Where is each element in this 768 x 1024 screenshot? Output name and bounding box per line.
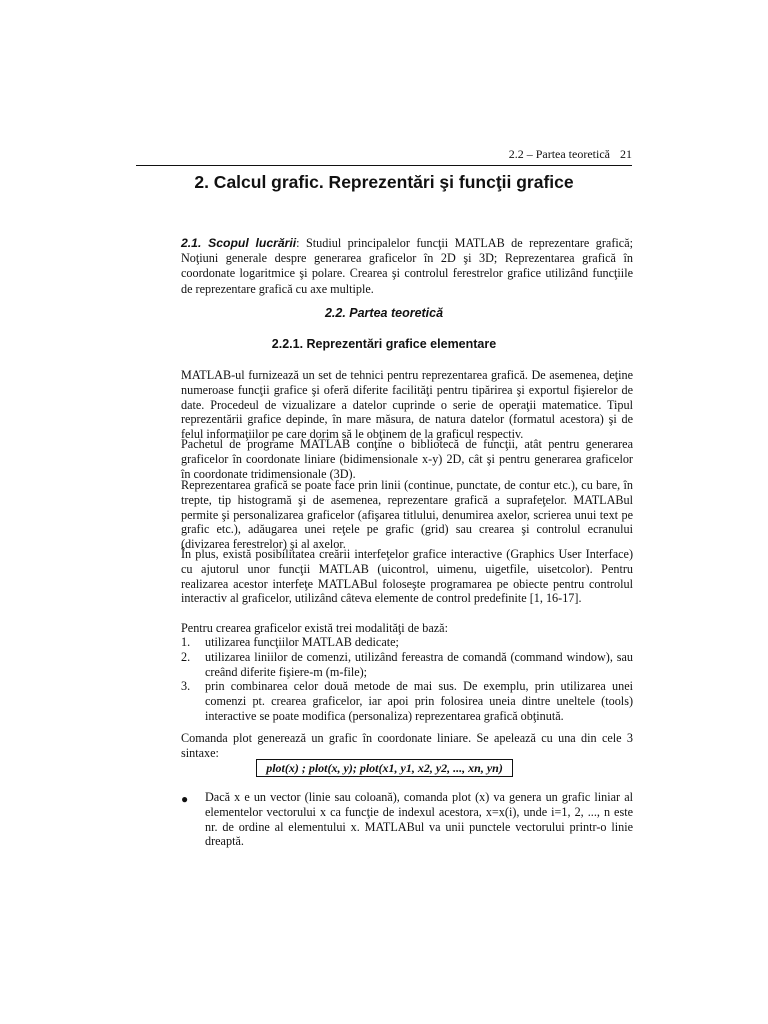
- bullet-icon: ●: [181, 792, 189, 806]
- intro-label: 2.1. Scopul lucrării: [181, 236, 297, 250]
- running-header: [136, 147, 632, 162]
- section-heading-2-2: 2.2. Partea teoretică: [324, 306, 444, 320]
- paragraph-3: Reprezentarea grafică se poate face prin linii (continue, punctate, de contur etc.), cu bare, în trepte, tip histogramă şi de asemenea, reprezentare grafică a suprafeţelor. MATLABul permite şi personalizarea graficelor (afişarea titlului, denumirea axelor, scrierea unui text pe grafic etc.), adăugarea unei reţele pe grafic (grid) sau crearea şi controlul ecranului (divizarea ferestrelor) şi al axelor.: [181, 478, 633, 552]
- list-text: prin combinarea celor două metode de mai sus. De exemplu, prin utilizarea unei comenzi pt. crearea graficelor, iar apoi prin folosirea uneia dintre uneltele (tools) interactive se poate modifica (personaliza) reprezentarea grafică obţinută.: [205, 679, 633, 723]
- list-number: 2.: [181, 650, 191, 664]
- chapter-title: 2. Calcul grafic. Reprezentări şi funcţii grafice: [194, 172, 574, 192]
- paragraph-1: MATLAB-ul furnizează un set de tehnici pentru reprezentarea grafică. De asemenea, deţine numeroase funcţii grafice şi oferă diferite facilităţi pentru tipărirea şi exportul fişierelor de date. Procedeul de vizualizare a datelor cuprinde o serie de operaţii matematice. Tipul reprezentării grafice depinde, în mare măsura, de natura datelor (formatul acestora) şi de felul informaţiilor pe care dorim să le obţinem de la graficul respectiv.: [181, 368, 633, 442]
- header-section: 2.2 – Partea teoretică: [508, 147, 610, 161]
- section-heading-2-2-1: 2.2.1. Reprezentări grafice elementare: [271, 337, 497, 351]
- list-item: [181, 650, 633, 680]
- list-number: 3.: [181, 679, 191, 693]
- page-number: 21: [620, 147, 632, 161]
- list-item: [181, 679, 633, 723]
- list-text: utilizarea liniilor de comenzi, utilizând fereastra de comandă (command window), sau creând diferite fişiere-m (m-file);: [205, 650, 633, 679]
- methods-intro: Pentru crearea graficelor există trei modalităţi de bază:: [181, 621, 448, 635]
- plot-intro: Comanda plot generează un grafic în coordonate liniare. Se apelează cu una din cele 3 sintaxe:: [181, 731, 633, 760]
- syntax-box: plot(x) ; plot(x, y); plot(x1, y1, x2, y2, ..., xn, yn): [256, 759, 513, 777]
- list-text: utilizarea funcţiilor MATLAB dedicate;: [205, 635, 399, 649]
- list-item: [181, 635, 633, 650]
- bullet-text: Dacă x e un vector (linie sau coloană), comanda plot (x) va genera un grafic liniar al elementelor vectorului x ca funcţie de indexul acestora, x=x(i), unde i=1, 2, ..., n este nr. de ordine al elementului x. MATLABul va unii punctele vectorului printr-o linie dreaptă.: [205, 790, 633, 849]
- paragraph-2: Pachetul de programe MATLAB conţine o bibliotecă de funcţii, atât pentru generarea graficelor în coordonate liniare (bidimensionale x-y) 2D, cât şi pentru generarea graficelor în coordonate tridimensionale (3D).: [181, 437, 633, 481]
- list-number: 1.: [181, 635, 191, 649]
- intro-text: : Studiul principalelor funcţii MATLAB de reprezentare grafică; Noţiuni generale despre generarea graficelor în 2D şi 3D; Reprezentarea grafică în coordonate logaritmice şi polare. Crearea şi controlul ferestrelor grafice utilizând funcţiile de reprezentare grafică cu axe multiple.: [181, 236, 633, 296]
- paragraph-4: În plus, există posibilitatea creării interfeţelor grafice interactive (Graphics User Interface) cu ajutorul unor funcţii MATLAB (uicontrol, uimenu, uigetfile, uisetcolor). Pentru realizarea acestor interfeţe MATLABul foloseşte programarea pe obiecte pentru controlul interactiv al graficelor, utilizând câteva elemente de control predefinite [1, 16-17].: [181, 547, 633, 606]
- intro-paragraph: [181, 236, 633, 297]
- header-rule: [136, 165, 632, 166]
